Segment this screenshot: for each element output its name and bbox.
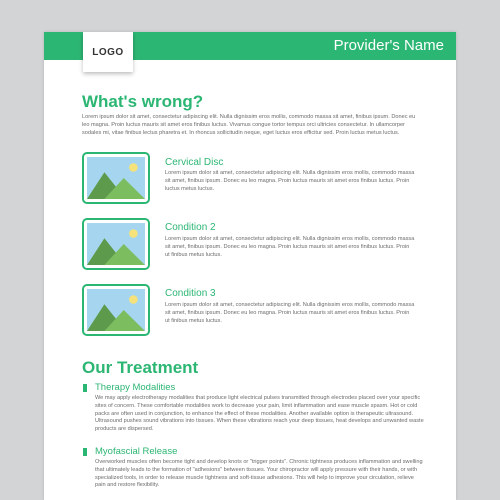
treatment-text: We may apply electrotherapy modalities that produce light electrical pulses transmitted through electrodes placed over your specific sites of concern. These comfortable modalities work to decrease your pain, limit inflammation and ease muscle spasm. Hot or cold packs are often used in conjunction, to enhance the effect of these modalities. Another available option is therapeutic ultrasound. Ultrasound pushes sound vibrations into tissues. When these vibrations reach your deep tissues, heat develops and unwanted waste products are dispersed. [95,395,424,433]
bullet-bar-icon [83,448,87,456]
logo: LOGO [83,32,133,72]
treatment-heading: Our Treatment [82,358,199,377]
landscape-image-icon [82,152,150,204]
condition-text: Lorem ipsum dolor sit amet, consectetur adipiscing elit. Nulla dignissim eros mollis, commodo massa sit amet, finibus ipsum. Donec eu leo magna. Proin luctus mauris sit amet eros finibus luctus. Proin ut finibus metus luctus. [165,236,415,258]
condition-text: Lorem ipsum dolor sit amet, consectetur adipiscing elit. Nulla dignissim eros mollis, commodo massa sit amet, finibus ipsum. Donec eu leo magna. Proin luctus mauris sit amet eros finibus luctus. Proin ut finibus metus luctus. [165,302,415,324]
whats-wrong-intro: Lorem ipsum dolor sit amet, consectetur adipiscing elit. Nulla dignissim eros mollis, commodo massa sit amet, finibus ipsum. Donec eu leo magna. Proin luctus mauris sit amet eros finibus luctus. Vivamus congue tortor tempus orci ultricies consectetur. In ullamcorper sodales mi, vitae finibus lectus pharetra et. In rhoncus sollicitudin neque, eget luctus eros efficitur sed. Proin luctus metus luctus. [82,114,416,136]
treatment-title: Myofascial Release [95,446,178,457]
treatment-text: Overworked muscles often become tight and develop knots or "trigger points". Chronic tightness produces inflammation and swelling that ultimately leads to the formation of "adhesions" between tissues. Your chiropractor will apply pressure with their hands, or with specialized tools, in order to release muscle tightness and soft-tissue adhesions. This will help to improve your circulation, relieve pain and restore flexibility. [95,459,423,489]
landscape-image-icon [82,218,150,270]
condition-text: Lorem ipsum dolor sit amet, consectetur adipiscing elit. Nulla dignissim eros mollis, commodo massa sit amet, finibus ipsum. Donec eu leo magna. Proin luctus mauris sit amet eros finibus luctus. Proin luctus metus luctus. [165,170,415,192]
whats-wrong-heading: What's wrong? [82,92,204,111]
treatment-title: Therapy Modalities [95,382,176,393]
condition-title: Cervical Disc [165,157,224,168]
flyer-page [44,32,456,500]
provider-name: Provider's Name [333,37,444,54]
condition-title: Condition 2 [165,222,216,233]
condition-title: Condition 3 [165,288,216,299]
landscape-image-icon [82,284,150,336]
bullet-bar-icon [83,384,87,392]
